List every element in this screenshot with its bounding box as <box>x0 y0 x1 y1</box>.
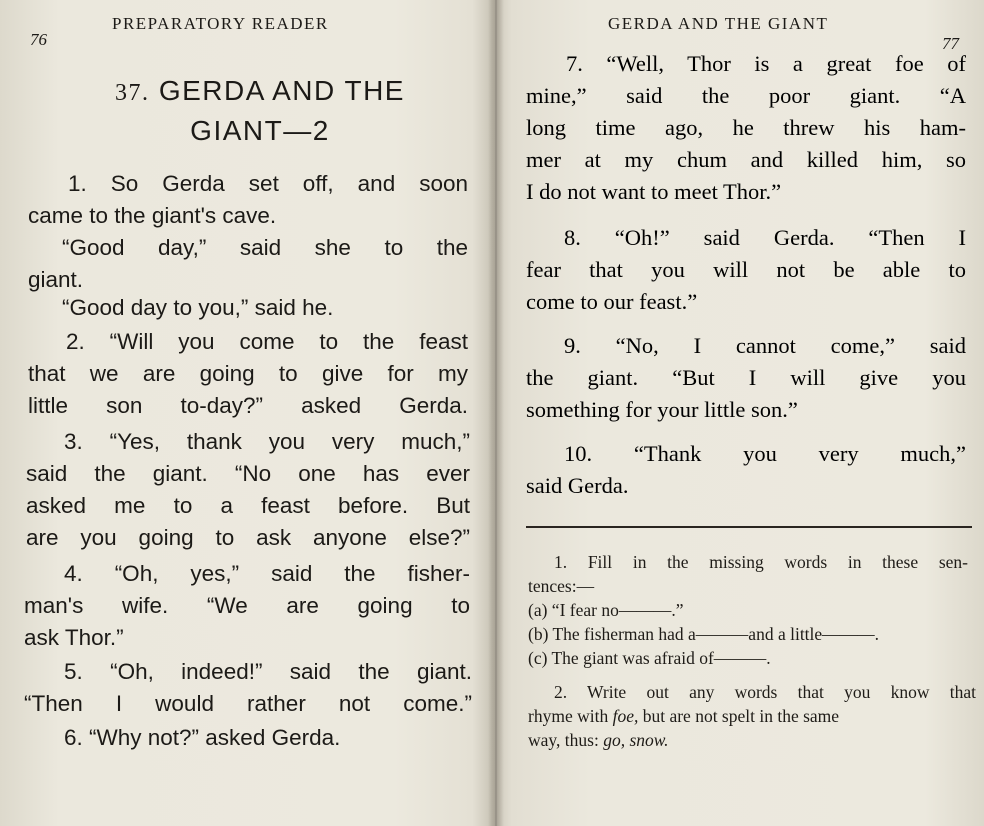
text-line: come to our feast.” <box>526 289 698 314</box>
text-line: 8. “Oh!” said Gerda. “Then I <box>564 225 966 250</box>
paragraph-4 <box>28 326 468 422</box>
exercise-italic-word: go, snow. <box>603 730 669 750</box>
text-line: mine,” said the poor giant. “A <box>526 83 966 108</box>
exercise-2 <box>528 680 976 752</box>
paragraph-11 <box>526 330 966 426</box>
chapter-title-line-2: GIANT—2 <box>190 115 330 146</box>
text-line: mer at my chum and killed him, so <box>526 147 966 172</box>
text-line: 2. “Will you come to the feast <box>66 329 468 354</box>
text-line: said Gerda. <box>526 473 629 498</box>
paragraph-12 <box>526 438 966 502</box>
exercise-text: rhyme with <box>528 706 613 726</box>
text-line: 1. So Gerda set off, and soon <box>68 171 468 196</box>
text-line: came to the giant's cave. <box>28 203 277 228</box>
paragraph-5 <box>26 426 470 554</box>
exercise-1 <box>528 550 968 670</box>
exercise-line: 2. Write out any words that you know that <box>554 682 976 702</box>
text-line: the giant. “But I will give you <box>526 365 966 390</box>
running-head-right: GERDA AND THE GIANT <box>608 14 829 33</box>
text-line: giant. <box>28 267 84 292</box>
text-line: are you going to ask anyone else?” <box>26 525 470 550</box>
text-line: said the giant. “No one has ever <box>26 461 470 486</box>
text-line: 4. “Oh, yes,” said the fisher- <box>64 561 470 586</box>
text-line: 9. “No, I cannot come,” said <box>564 333 966 358</box>
text-line: “Good day,” said she to the <box>62 235 468 260</box>
paragraph-10 <box>526 222 966 318</box>
text-line: 5. “Oh, indeed!” said the giant. <box>64 659 472 684</box>
exercise-item-b: (b) The fisherman had a———and a little———. <box>528 624 880 644</box>
chapter-number: 37. <box>115 80 150 106</box>
exercise-line: tences:— <box>528 576 595 596</box>
exercise-line <box>528 704 976 728</box>
text-line: long time ago, he threw his ham- <box>526 115 966 140</box>
chapter-title-line-1 <box>60 72 460 112</box>
section-divider <box>526 526 972 528</box>
text-line: 6. “Why not?” asked Gerda. <box>64 725 341 750</box>
text-line: I do not want to meet Thor.” <box>526 179 782 204</box>
text-line: ask Thor.” <box>24 625 124 650</box>
page-number-right: 77 <box>942 34 959 53</box>
text-line: asked me to a feast before. But <box>26 493 470 518</box>
exercise-text: but are not spelt in the same <box>638 706 840 726</box>
text-line: fear that you will not be able to <box>526 257 966 282</box>
exercise-item-a: (a) “I fear no———.” <box>528 600 684 620</box>
paragraph-7 <box>24 656 472 720</box>
exercise-text: way, thus: <box>528 730 604 750</box>
paragraph-2 <box>28 232 468 296</box>
text-line: that we are going to give for my <box>28 361 468 386</box>
exercise-line: 1. Fill in the missing words in these sen- <box>554 552 968 572</box>
text-line: man's wife. “We are going to <box>24 593 470 618</box>
chapter-title-text-1: GERDA AND THE <box>158 75 405 106</box>
paragraph-8 <box>24 722 472 754</box>
chapter-title <box>60 72 460 150</box>
text-line: something for your little son.” <box>526 397 798 422</box>
exercise-item-c: (c) The giant was afraid of———. <box>528 648 771 668</box>
paragraph-6 <box>24 558 470 654</box>
text-line: 10. “Thank you very much,” <box>564 441 966 466</box>
page-number-left: 76 <box>30 30 47 49</box>
running-head-left: PREPARATORY READER <box>112 14 329 33</box>
text-line: 7. “Well, Thor is a great foe of <box>566 51 966 76</box>
text-line: “Then I would rather not come.” <box>24 691 472 716</box>
text-line: “Good day to you,” said he. <box>62 295 334 320</box>
exercise-italic-word: foe, <box>612 706 639 726</box>
text-line: little son to-day?” asked Gerda. <box>28 393 468 418</box>
text-line: 3. “Yes, thank you very much,” <box>64 429 470 454</box>
paragraph-9 <box>526 48 966 208</box>
paragraph-1 <box>28 168 468 232</box>
paragraph-3 <box>28 292 468 324</box>
exercise-line <box>528 728 976 752</box>
